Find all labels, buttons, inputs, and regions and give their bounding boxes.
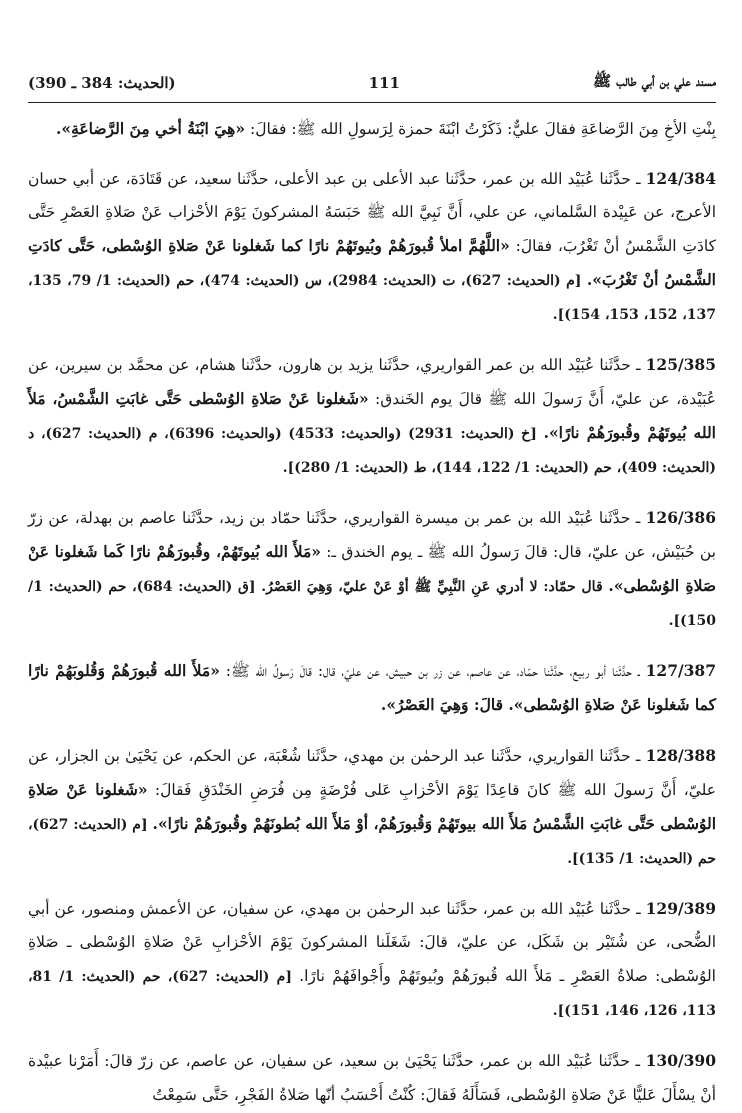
intro-paragraph (28, 112, 716, 146)
hadith-quote: «شَغلونا عَنْ صَلاةِ الوُسْطى حَتَّى غابَتِ الشَّمْسُ، مَلأَ الله بُيوتَهُمْ وقُبورَهُمْ نارًا». (28, 389, 716, 442)
hadith-references: [م (الحديث: 627)، حم (الحديث: 1/ 135)]. (28, 817, 716, 867)
hadith-paragraph (28, 654, 716, 723)
hadith-number: 124/384 (645, 169, 716, 188)
hadith-paragraph (28, 892, 716, 1028)
hadith-text: ـ حدَّثَنا عُبَيْد الله بن عمر، حدَّثَنا عبد الأعلى بن عبد الأعلى، حدَّثَنا سعيد، عن قَتَادَة، عن أبي حسان الأعرج، عن عَبِيْدة السَّلماني، عن علي، أَنَّ نَبِيَّ الله ﷺ حَبَسَهُ المشركونَ يَوْمَ الأحْزاب عَنْ صَلاةِ العَصْرِ حَتَّى كادَتِ الشَّمْسُ أنْ تَغْرُبَ، فقالَ: (28, 170, 716, 255)
hadith-quote: «اللَّهُمَّ املأ قُبورَهُمْ وبُيوتَهُمْ نارًا كما شَغلونا عَنْ صَلاةِ الوُسْطى، حَتَّى كادَتِ الشَّمْسُ أنْ تَغْرُبَ». (28, 236, 716, 289)
hadith-number: 128/388 (645, 746, 716, 765)
hadith-text: ـ حدَّثَنا عُبَيْد الله بن عمر بن ميسرة القواريري، حدَّثَنا حمّاد بن زيد، حدَّثَنا عاصم بن بهدلة، عن زرّ بن حُبَيْش، عن عليّ، قال: قالَ رَسولُ الله ﷺ ـ يوم الخندق ـ: (28, 509, 716, 561)
hadith-quote: «مَلأَ الله قُبورَهُمْ وَقُلوبَهُمْ نارًا كما شَغلونا عَنْ صَلاةِ الوُسْطى». قالَ: وَهِيَ العَصْرُ». (28, 661, 716, 714)
hadith-paragraph (28, 162, 716, 332)
hadith-number: 130/390 (645, 1051, 716, 1070)
book-title: مسند علي بن أبي طالب ﷺ (592, 72, 716, 90)
hadith-paragraph (28, 739, 716, 876)
hadith-text: ـ حدَّثَنا عُبَيْد الله بن عمر القواريري، حدَّثَنا يزيد بن هارون، حدَّثَنا هشام، عن محمَّد بن سيرين، عن عُبَيْدة، عن عليّ، أَنَّ رَسولَ الله ﷺ قالَ يوم الخَندق: (28, 356, 717, 408)
hadith-number: 125/385 (645, 355, 716, 374)
hadith-paragraph (28, 501, 716, 638)
hadith-number: 126/386 (645, 508, 716, 527)
page-content (28, 112, 716, 1113)
hadith-text: ـ حدَّثَنا القواريري، حدَّثَنا عبد الرحمٰن بن مهدي، حدَّثَنا شُعْبَة، عن الحكم، عن يَحْيَىٰ بن الجزار، عن عليّ، أَنَّ رَسولَ الله ﷺ كانَ قاعِدًا يَوْمَ الأحْزابِ عَلى فُرْضَةٍ مِن فُرَضِ الخَنْدَقِ فَقالَ: (28, 747, 716, 799)
hadith-number: 129/389 (645, 899, 716, 918)
hadith-references: [خ (الحديث: 2931) (والحديث: 4533) (والحديث: 6396)، م (الحديث: 627)، د (الحديث: 409)، حم (الحديث: 1/ 122، 144)، ط (الحديث: 1/ 280)]. (28, 426, 716, 476)
hadith-text: ـ حدَّثَنا أبو ربيع، حدَّثَنا حمّاد، عن عاصم، عن زر بن حبيش، عن عليّ، قال: قالَ رَسولُ الله ﷺ: (219, 662, 646, 680)
hadith-text: ـ حدَّثَنا عُبَيْد الله بن عمر، حدَّثَنا يَحْيَىٰ بن سعيد، عن سفيان، عن عاصم، عن زرّ قالَ: أَمَرْنا عبيْدة أنْ يسْأَلَ عَليًّا عَنْ صَلاةِ الوُسْطى، فَسَأَلَهُ فَقالَ: كُنْتُ أَحْسَبُ أنّها صَلاةُ الفَجْرِ، حَتَّى سَمِعْتُ (28, 1052, 716, 1104)
hadith-paragraph (28, 1044, 716, 1113)
intro-quote: «هِيَ ابْنَةُ أخي مِنَ الرَّضاعَةِ». (56, 119, 246, 138)
header-divider (28, 102, 716, 103)
hadith-references: [م (الحديث: 627)، حم (الحديث: 1/ 81، 113، 126، 146، 151)]. (28, 969, 716, 1019)
hadith-quote: «مَلأَ الله بُيوتَهُمْ، وقُبورَهُمْ نارًا كَما شَغلونا عَنْ صَلاةِ الوُسْطى». (28, 542, 716, 595)
hadith-number: 127/387 (645, 661, 716, 680)
hadith-text: ـ حدَّثَنا عُبَيْد الله بن عمر، حدَّثَنا عبد الرحمٰن بن مهدي، عن سفيان، عن الأعمش ومنصور، عن أبي الضُّحى، عن شُتَيْر بن شَكَل، عن عليّ، قالَ: شَغَلَنا المشركونَ يَوْمَ الأحْزابِ عَنْ صَلاةِ الوُسْطى ـ صَلاةِ الوُسْطى: صلاةُ العَصْرِ ـ مَلأَ الله قُبورَهُمْ وبُيوتَهُمْ وأَجْوافَهُمْ نارًا. (28, 900, 716, 985)
intro-text: بِنْتِ الأخِ مِنَ الرَّضاعَةِ فقالَ عليٌّ: ذَكَرْتُ ابْنَةَ حمزة لِرَسولِ الله ﷺ: فقالَ: (249, 120, 716, 138)
page-number: 111 (368, 74, 400, 92)
hadith-references: [م (الحديث: 627)، ت (الحديث: 2984)، س (الحديث: 474)، حم (الحديث: 1/ 79، 135، 137، 152، 153، 154)]. (28, 273, 716, 323)
hadith-paragraph (28, 348, 716, 485)
page-header (28, 66, 716, 100)
hadith-quote: «شَغلونا عَنْ صَلاةِ الوُسْطى حَتَّى غابَتِ الشَّمْسُ مَلأَ الله بيوتَهُمْ وَقُبورَهُمْ، أوْ مَلأَ الله بُطونَهُمْ وقُبورَهُمْ نارًا». (28, 780, 717, 833)
hadith-range: (الحديث: 384 ـ 390) (28, 74, 176, 92)
hadith-references: قال حمّاد: لا أدري عَنِ النَّبِيِّ ﷺ أوْ عَنْ عليّ، وَهِيَ العَصْرُ. [ق (الحديث: 684)، حم (الحديث: 1/ 150)]. (28, 579, 716, 629)
